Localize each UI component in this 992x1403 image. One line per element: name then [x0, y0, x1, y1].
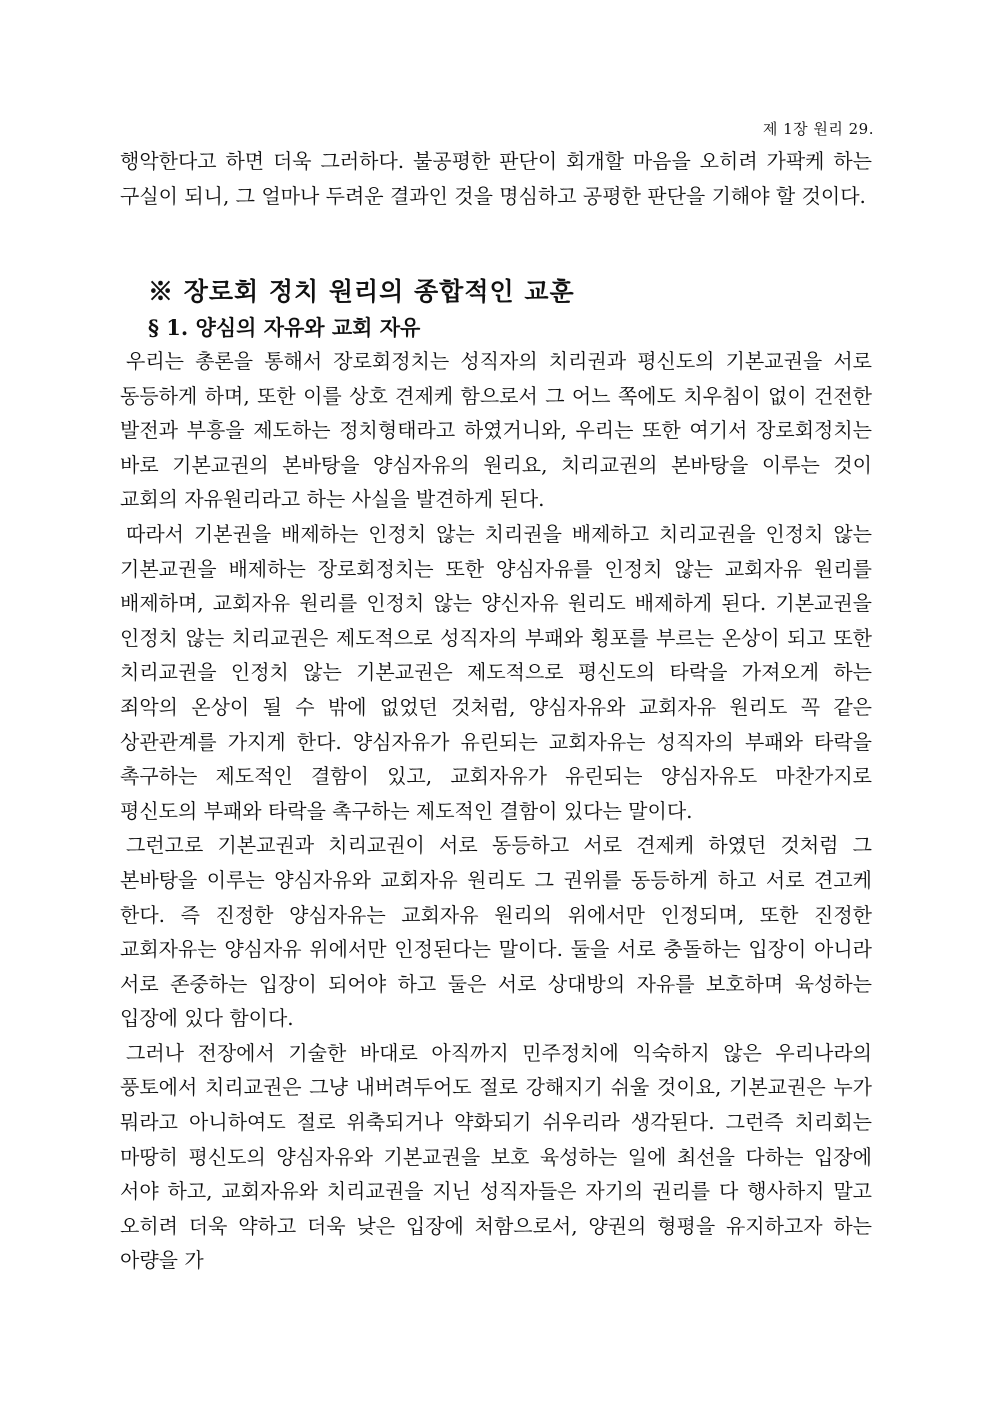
body-paragraph-1: 우리는 총론을 통해서 장로회정치는 성직자의 치리권과 평신도의 기본교권을 서로 동등하게 하며, 또한 이를 상호 견제케 함으로서 그 어느 쪽에도 치우침이 없이 건전한 발전과 부흥을 제도하는 정치형태라고 하였거니와, 우리는 또한 여기서 장로회정치는 바로 기본교권의 본바탕을 양심자유의 원리요, 치리교권의 본바탕을 이루는 것이 교회의 자유원리라고 하는 사실을 발견하게 된다. [120, 349, 872, 512]
section-heading: ※ 장로회 정치 원리의 종합적인 교훈 [148, 277, 575, 306]
subsection-heading: § 1. 양심의 자유와 교회 자유 [148, 315, 421, 340]
intro-block [120, 144, 872, 213]
body-paragraph-4: 그러나 전장에서 기술한 바대로 아직까지 민주정치에 익숙하지 않은 우리나라의 풍토에서 치리교권은 그냥 내버려두어도 절로 강해지기 쉬울 것이요, 기본교권은 누가 뭐라고 아니하여도 절로 위축되거나 약화되기 쉬우리라 생각된다. 그런즉 치리회는 마땅히 평신도의 양심자유와 기본교권을 보호 육성하는 일에 최선을 다하는 입장에 서야 하고, 교회자유와 치리교권을 지닌 성직자들은 자기의 권리를 다 행사하지 말고 오히려 더욱 약하고 더욱 낮은 입장에 처함으로서, 양권의 형평을 유지하고자 하는 아량을 가 [120, 1040, 872, 1273]
intro-paragraph: 행악한다고 하면 더욱 그러하다. 불공평한 판단이 회개할 마음을 오히려 가팍케 하는 구실이 되니, 그 얼마나 두려운 결과인 것을 명심하고 공평한 판단을 기해야 할 것이다. [120, 149, 872, 208]
running-header: 제 1장 원리 29. [762, 120, 874, 138]
main-body [120, 344, 872, 1278]
body-paragraph-3: 그런고로 기본교권과 치리교권이 서로 동등하고 서로 견제케 하였던 것처럼 그 본바탕을 이루는 양심자유와 교회자유 원리도 그 권위를 동등하게 하고 서로 견고케 한다. 즉 진정한 양심자유는 교회자유 원리의 위에서만 인정되며, 또한 진정한 교회자유는 양심자유 위에서만 인정된다는 말이다. 둘을 서로 충돌하는 입장이 아니라 서로 존중하는 입장이 되어야 하고 둘은 서로 상대방의 자유를 보호하며 육성하는 입장에 있다 함이다. [120, 833, 872, 1031]
body-paragraph-2: 따라서 기본권을 배제하는 인정치 않는 치리권을 배제하고 치리교권을 인정치 않는 기본교권을 배제하는 장로회정치는 또한 양심자유를 인정치 않는 교회자유 원리를 배제하며, 교회자유 원리를 인정치 않는 양신자유 원리도 배제하게 된다. 기본교권을 인정치 않는 치리교권은 제도적으로 성직자의 부패와 횡포를 부르는 온상이 되고 또한 치리교권을 인정치 않는 기본교권은 제도적으로 평신도의 타락을 가져오게 하는 죄악의 온상이 될 수 밖에 없었던 것처럼, 양심자유와 교회자유 원리도 꼭 같은 상관관계를 가지게 한다. 양심자유가 유린되는 교회자유는 성직자의 부패와 타락을 촉구하는 제도적인 결함이 있고, 교회자유가 유린되는 양심자유도 마찬가지로 평신도의 부패와 타락을 촉구하는 제도적인 결함이 있다는 말이다. [120, 521, 872, 823]
